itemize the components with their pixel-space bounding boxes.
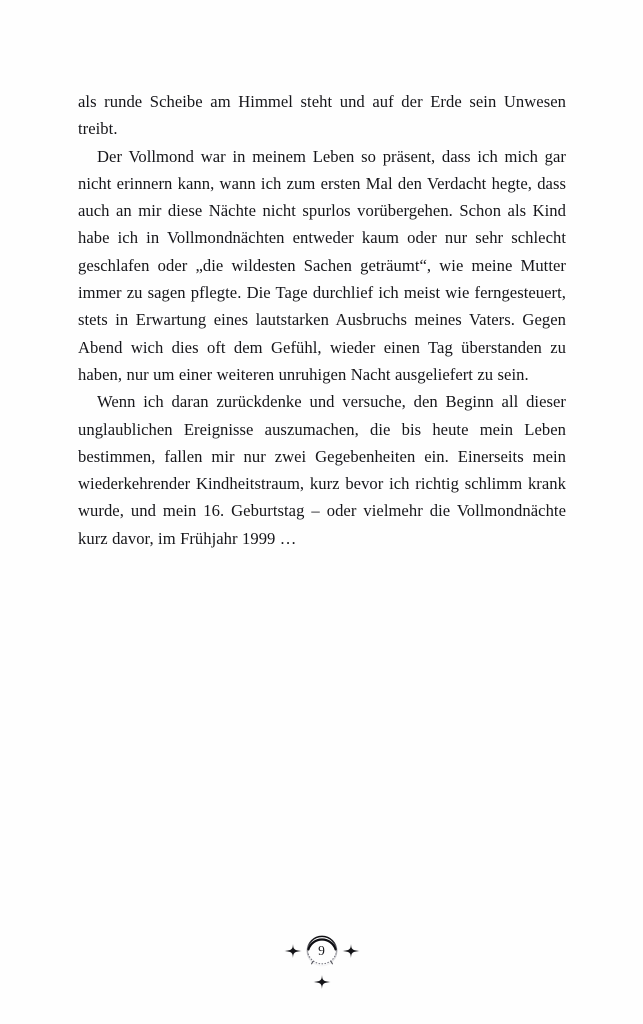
four-pointed-star-icon-right <box>342 944 360 958</box>
ornament-inner <box>262 912 382 1002</box>
page-text-block <box>78 88 566 552</box>
footer-ornament <box>0 912 643 1002</box>
four-pointed-star-icon-below <box>313 975 331 989</box>
paragraph-continued: als runde Scheibe am Himmel steht und auf der Erde sein Unwesen treibt. <box>78 92 566 139</box>
four-pointed-star-icon-left <box>284 944 302 958</box>
paragraph-vollmond: Der Vollmond war in meinem Leben so präsent, dass ich mich gar nicht erinnern kann, wann ich zum ersten Mal den Verdacht hegte, dass auch an mir diese Nächte nicht spurlos vorübergehen. Schon als Kind habe ich in Vollmondnächten entweder kaum oder nur sehr schlecht geschlafen oder „die wildesten Sachen geträumt“, wie meine Mutter immer zu sagen pflegte. Die Tage durchlief ich meist wie ferngesteuert, stets in Erwartung eines lautstarken Ausbruchs meines Vaters. Gegen Abend wich dies oft dem Gefühl, wieder einen Tag überstanden zu haben, nur um einer weiteren unruhigen Nacht ausgeliefert zu sein. <box>78 146 566 384</box>
paragraph-wenn-ich: Wenn ich daran zurückdenke und versuche, den Beginn all dieser unglaublichen Ereignisse auszumachen, die bis heute mein Leben bestimmen, fallen mir nur zwei Gegebenheiten ein. Einerseits mein wiederkehrender Kindheitstraum, kurz bevor ich richtig schlimm krank wurde, und mein 16. Geburtstag – oder vielmehr die Vollmondnächte kurz davor, im Frühjahr 1999 … <box>78 392 566 548</box>
page-number: 9 <box>318 943 325 959</box>
